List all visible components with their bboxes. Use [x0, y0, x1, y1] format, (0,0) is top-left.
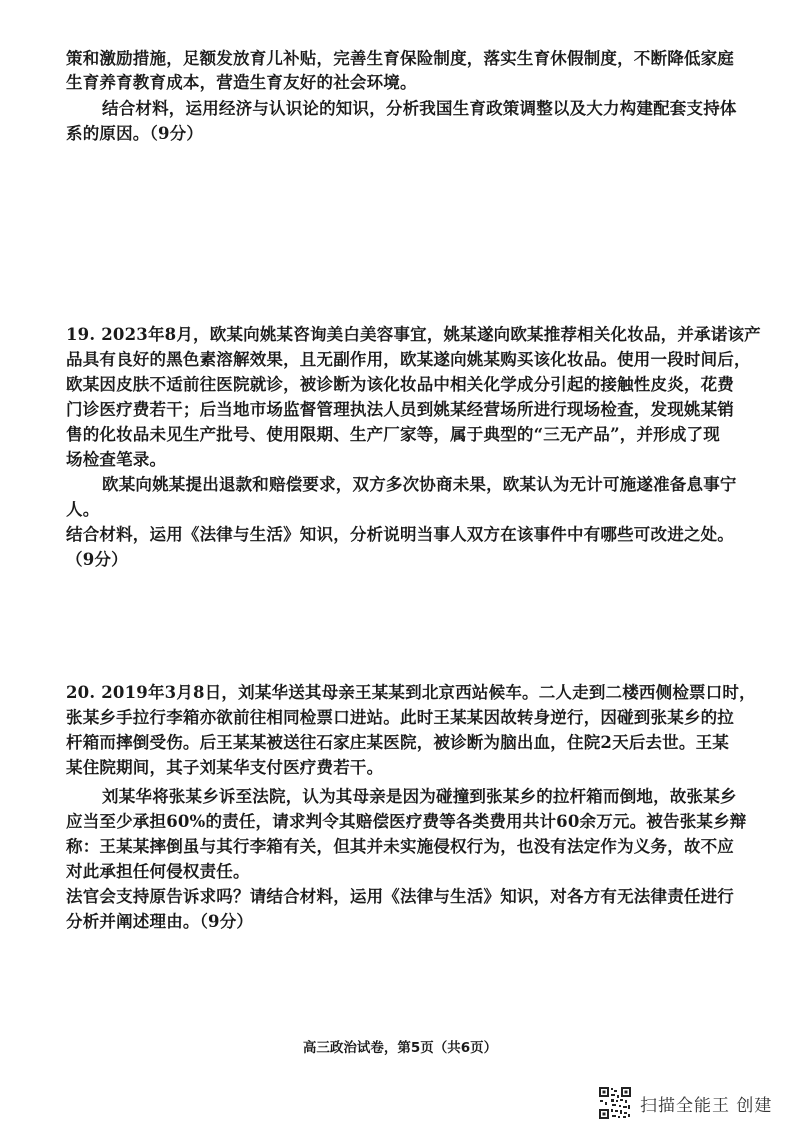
- q20-line-3: 杆箱而摔倒受伤。后王某某被送往石家庄某医院，被诊断为脑出血，住院2天后去世。王某: [66, 733, 729, 752]
- q19-line-1: 19. 2023年8月，欧某向姚某咨询美白美容事宜，姚某遂向欧某推荐相关化妆品，并承诺该产: [66, 325, 761, 344]
- q18-text-line-2: 生育养育教育成本，营造生育友好的社会环境。: [66, 73, 417, 92]
- q20-line-8: 对此承担任何侵权责任。: [66, 862, 250, 881]
- q20-line-6: 应当至少承担60%的责任，请求判令其赔偿医疗费等各类费用共计60余万元。被告张某乡辩: [66, 812, 747, 831]
- watermark-text: 扫描全能王 创建: [640, 1095, 773, 1116]
- q20-line-7: 称：王某某摔倒虽与其行李箱有关，但其并未实施侵权行为，也没有法定作为义务，故不应: [66, 837, 734, 856]
- q19-line-7: 欧某向姚某提出退款和赔偿要求，双方多次协商未果，欧某认为无计可施遂准备息事宁: [102, 475, 737, 494]
- q19-line-6: 场检查笔录。: [66, 450, 167, 469]
- q19-line-3: 欧某因皮肤不适前往医院就诊，被诊断为该化妆品中相关化学成分引起的接触性皮炎，花费: [66, 375, 734, 394]
- q20-question-line-2: 分析并阐述理由。（9分）: [66, 912, 254, 931]
- scanner-watermark: [598, 1086, 772, 1120]
- q20-line-4: 某住院期间，其子刘某华支付医疗费若干。: [66, 758, 384, 777]
- q19-line-8: 人。: [66, 500, 100, 519]
- q19-line-5: 售的化妆品未见生产批号、使用限期、生产厂家等，属于典型的“三无产品”，并形成了现: [66, 425, 720, 444]
- q18-text-line-1: 策和激励措施，足额发放育儿补贴，完善生育保险制度，落实生育休假制度，不断降低家庭: [66, 49, 734, 68]
- qr-code-icon: [598, 1086, 632, 1120]
- q20-line-5: 刘某华将张某乡诉至法院，认为其母亲是因为碰撞到张某乡的拉杆箱而倒地，故张某乡: [102, 787, 737, 806]
- q19-question-line-2: （9分）: [66, 550, 128, 569]
- q20-line-1: 20. 2019年3月8日，刘某华送其母亲王某某到北京西站候车。二人走到二楼西侧检票口时，: [66, 683, 756, 702]
- q19-question-line-1: 结合材料，运用《法律与生活》知识，分析说明当事人双方在该事件中有哪些可改进之处。: [66, 525, 734, 544]
- q20-question-line-1: 法官会支持原告诉求吗？请结合材料，运用《法律与生活》知识，对各方有无法律责任进行: [66, 887, 734, 906]
- q19-line-2: 品具有良好的黑色素溶解效果，且无副作用，欧某遂向姚某购买该化妆品。使用一段时间后，: [66, 350, 751, 369]
- q18-prompt-line-2: 系的原因。（9分）: [66, 124, 204, 143]
- q19-line-4: 门诊医疗费若干；后当地市场监督管理执法人员到姚某经营场所进行现场检查，发现姚某销: [66, 400, 734, 419]
- q18-prompt-line-1: 结合材料，运用经济与认识论的知识，分析我国生育政策调整以及大力构建配套支持体: [102, 99, 737, 118]
- page-footer: 高三政治试卷，第5页（共6页）: [302, 1040, 498, 1056]
- q20-line-2: 张某乡手拉行李箱亦欲前往相同检票口进站。此时王某某因故转身逆行，因碰到张某乡的拉: [66, 708, 734, 727]
